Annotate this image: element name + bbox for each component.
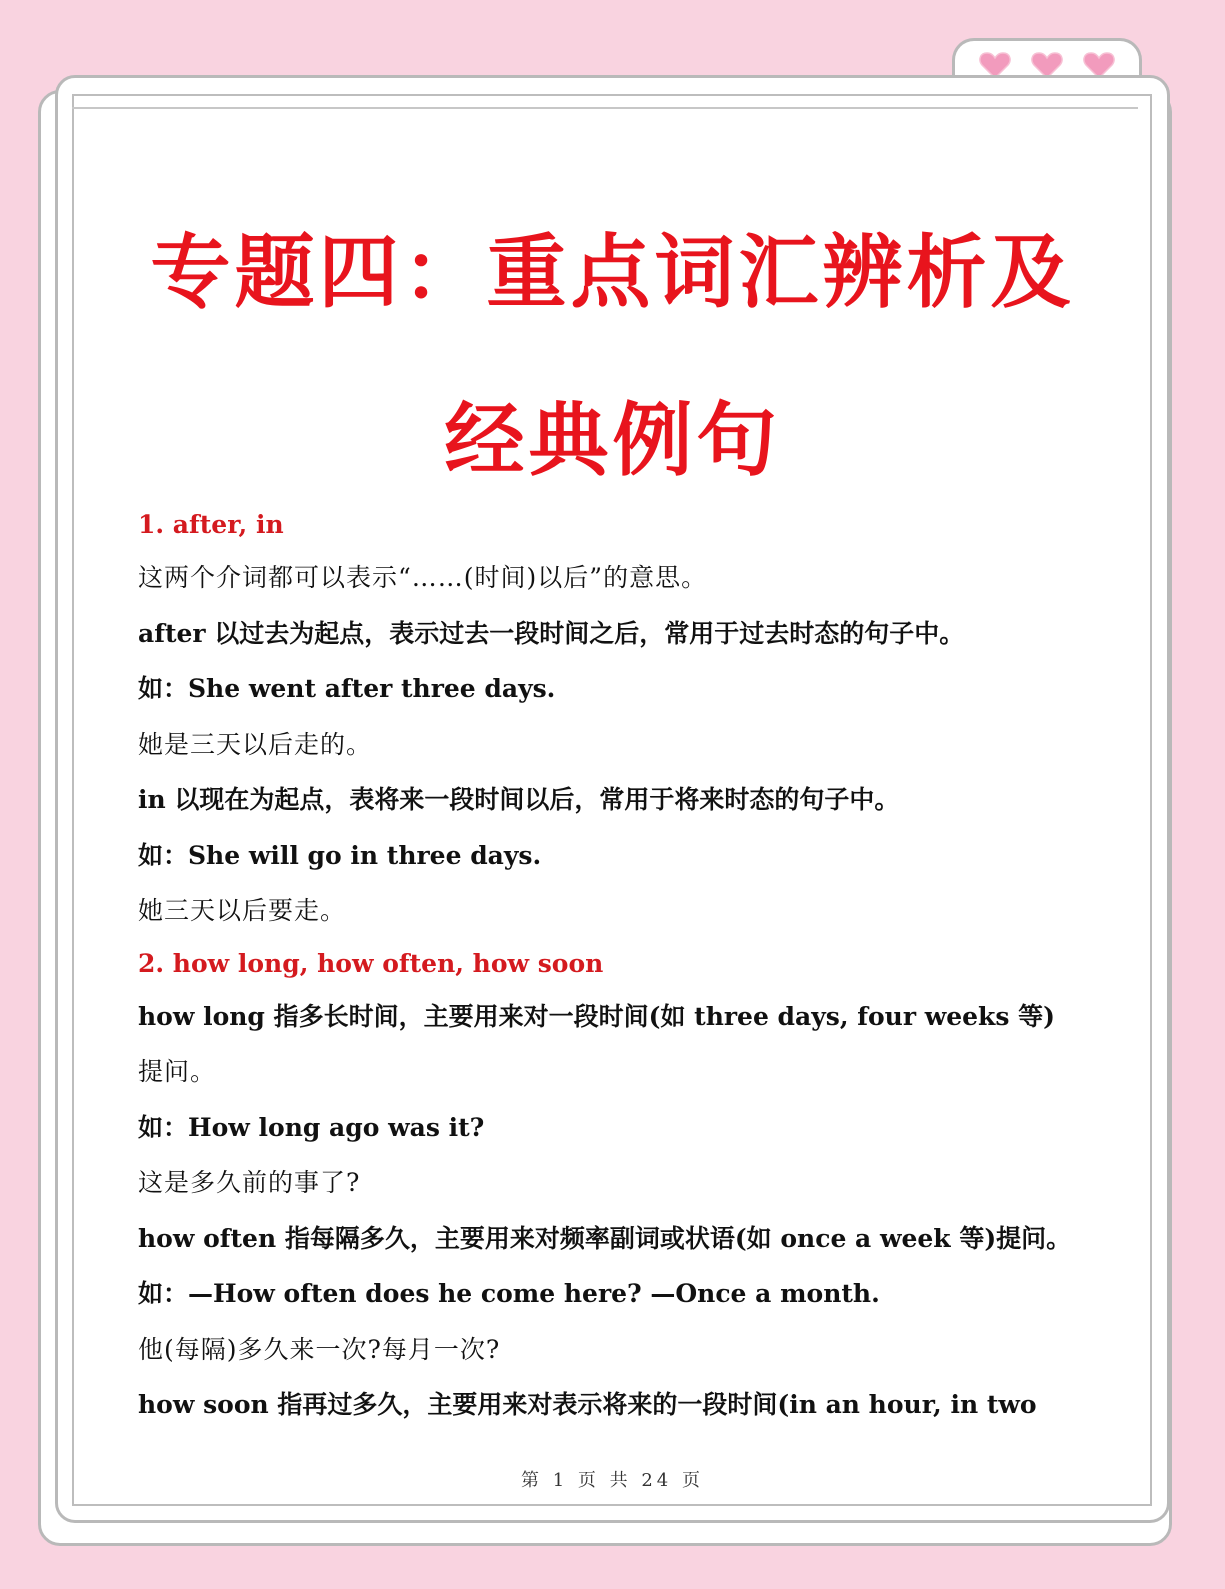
example-sentence: 如：How long ago was it? (138, 1112, 485, 1142)
example-sentence: 如：She will go in three days. (138, 840, 542, 870)
example-translation: 她三天以后要走。 (138, 896, 347, 925)
document-body (138, 500, 1088, 1433)
page-number: 第 1 页 共 24 页 (521, 1470, 704, 1491)
page-title-line-2: 经典例句 (444, 394, 781, 487)
example-translation: 她是三天以后走的。 (138, 729, 373, 759)
example-sentence: 如：—How often does he come here? —Once a month. (138, 1279, 880, 1308)
text-line: how often 指每隔多久，主要用来对频率副词或状语(如 once a week 等)提问。 (138, 1223, 1072, 1253)
text-line: how long 指多长时间，主要用来对一段时间(如 three days, four weeks 等) (138, 1001, 1055, 1031)
page-title-line-1: 专题四：重点词汇辨析及 (150, 226, 1075, 319)
text-line: after 以过去为起点，表示过去一段时间之后，常用于过去时态的句子中。 (138, 618, 965, 648)
text-line: in 以现在为起点，表将来一段时间以后，常用于将来时态的句子中。 (138, 785, 900, 814)
text-line: 这两个介词都可以表示“……(时间)以后”的意思。 (138, 563, 708, 592)
text-line: 提问。 (138, 1057, 217, 1086)
example-sentence: 如：She went after three days. (138, 674, 556, 703)
text-line: how soon 指再过多久，主要用来对表示将来的一段时间(in an hour, in two (138, 1390, 1037, 1419)
section-heading: 2. how long, how often, how soon (138, 948, 604, 978)
example-translation: 这是多久前的事了? (138, 1168, 361, 1197)
section-heading: 1. after, in (138, 510, 284, 539)
example-translation: 他(每隔)多久来一次?每月一次? (138, 1334, 501, 1364)
top-divider (72, 107, 1138, 109)
